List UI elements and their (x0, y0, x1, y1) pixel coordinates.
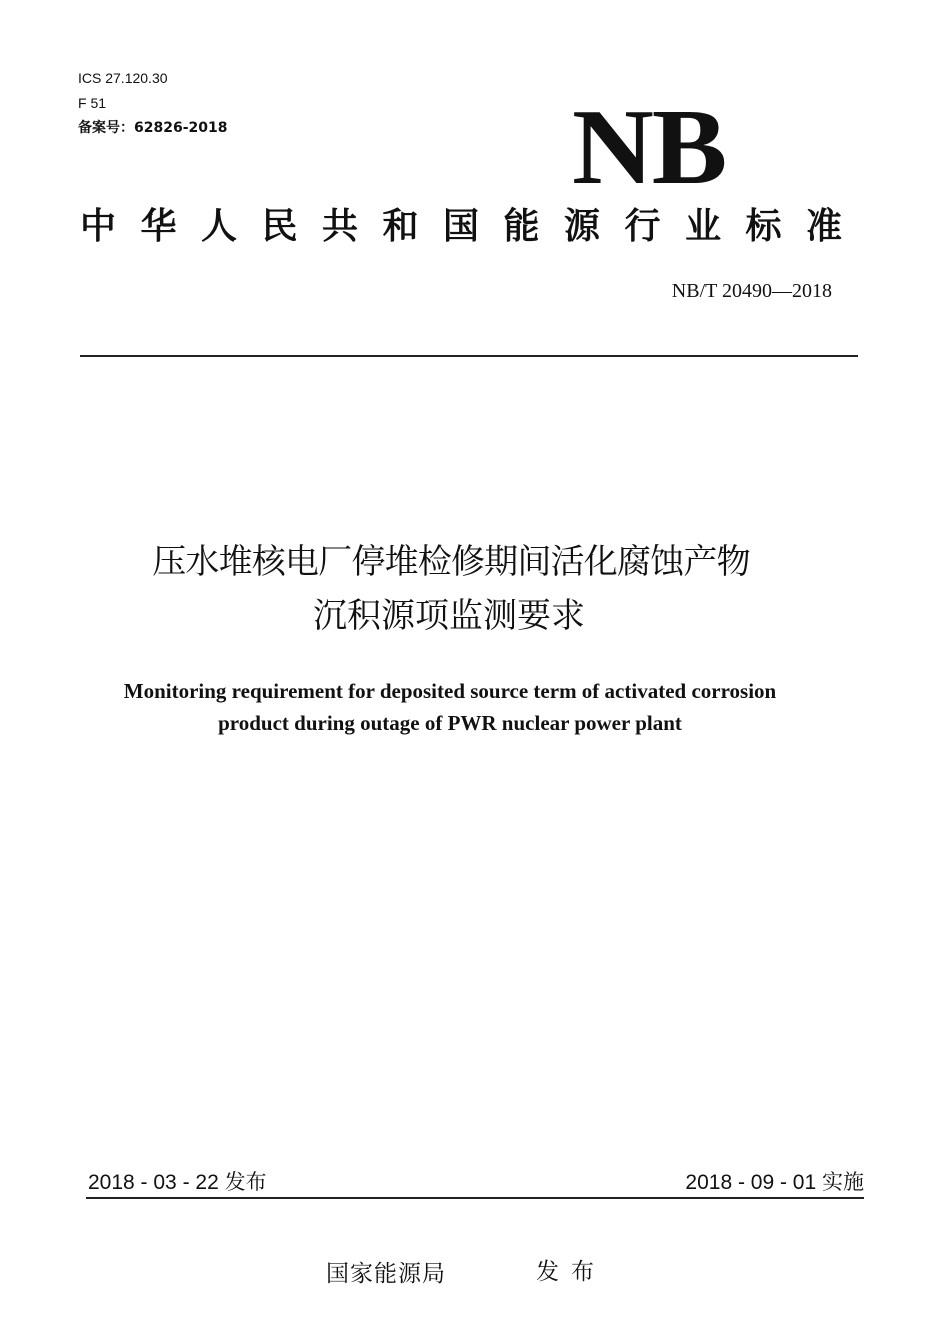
header-divider (80, 355, 858, 357)
chinese-title-line-2: 沉积源项监测要求 (313, 596, 585, 636)
standard-title: 中华人民共和国能源行业标准 (80, 206, 867, 247)
ccs-code: F 51 (78, 95, 107, 111)
filing-number: 备案号：62826-2018 (78, 120, 228, 136)
footer-divider (86, 1197, 864, 1199)
english-title-line-1: Monitoring requirement for deposited source term of activated corrosion (123, 679, 777, 703)
nb-logo: NB (572, 88, 726, 207)
standard-number: NB/T 20490—2018 (671, 280, 832, 302)
implementation-date: 2018 - 09 - 01 实施 (685, 1171, 864, 1194)
publisher: 国家能源局 (326, 1261, 446, 1287)
english-title-line-2: product during outage of PWR nuclear power plant (218, 711, 682, 735)
chinese-title-line-1: 压水堆核电厂停堆检修期间活化腐蚀产物 (152, 542, 750, 582)
ics-code: ICS 27.120.30 (78, 70, 168, 86)
publish-label: 发布 (536, 1259, 606, 1285)
issue-date: 2018 - 03 - 22 发布 (88, 1171, 267, 1194)
